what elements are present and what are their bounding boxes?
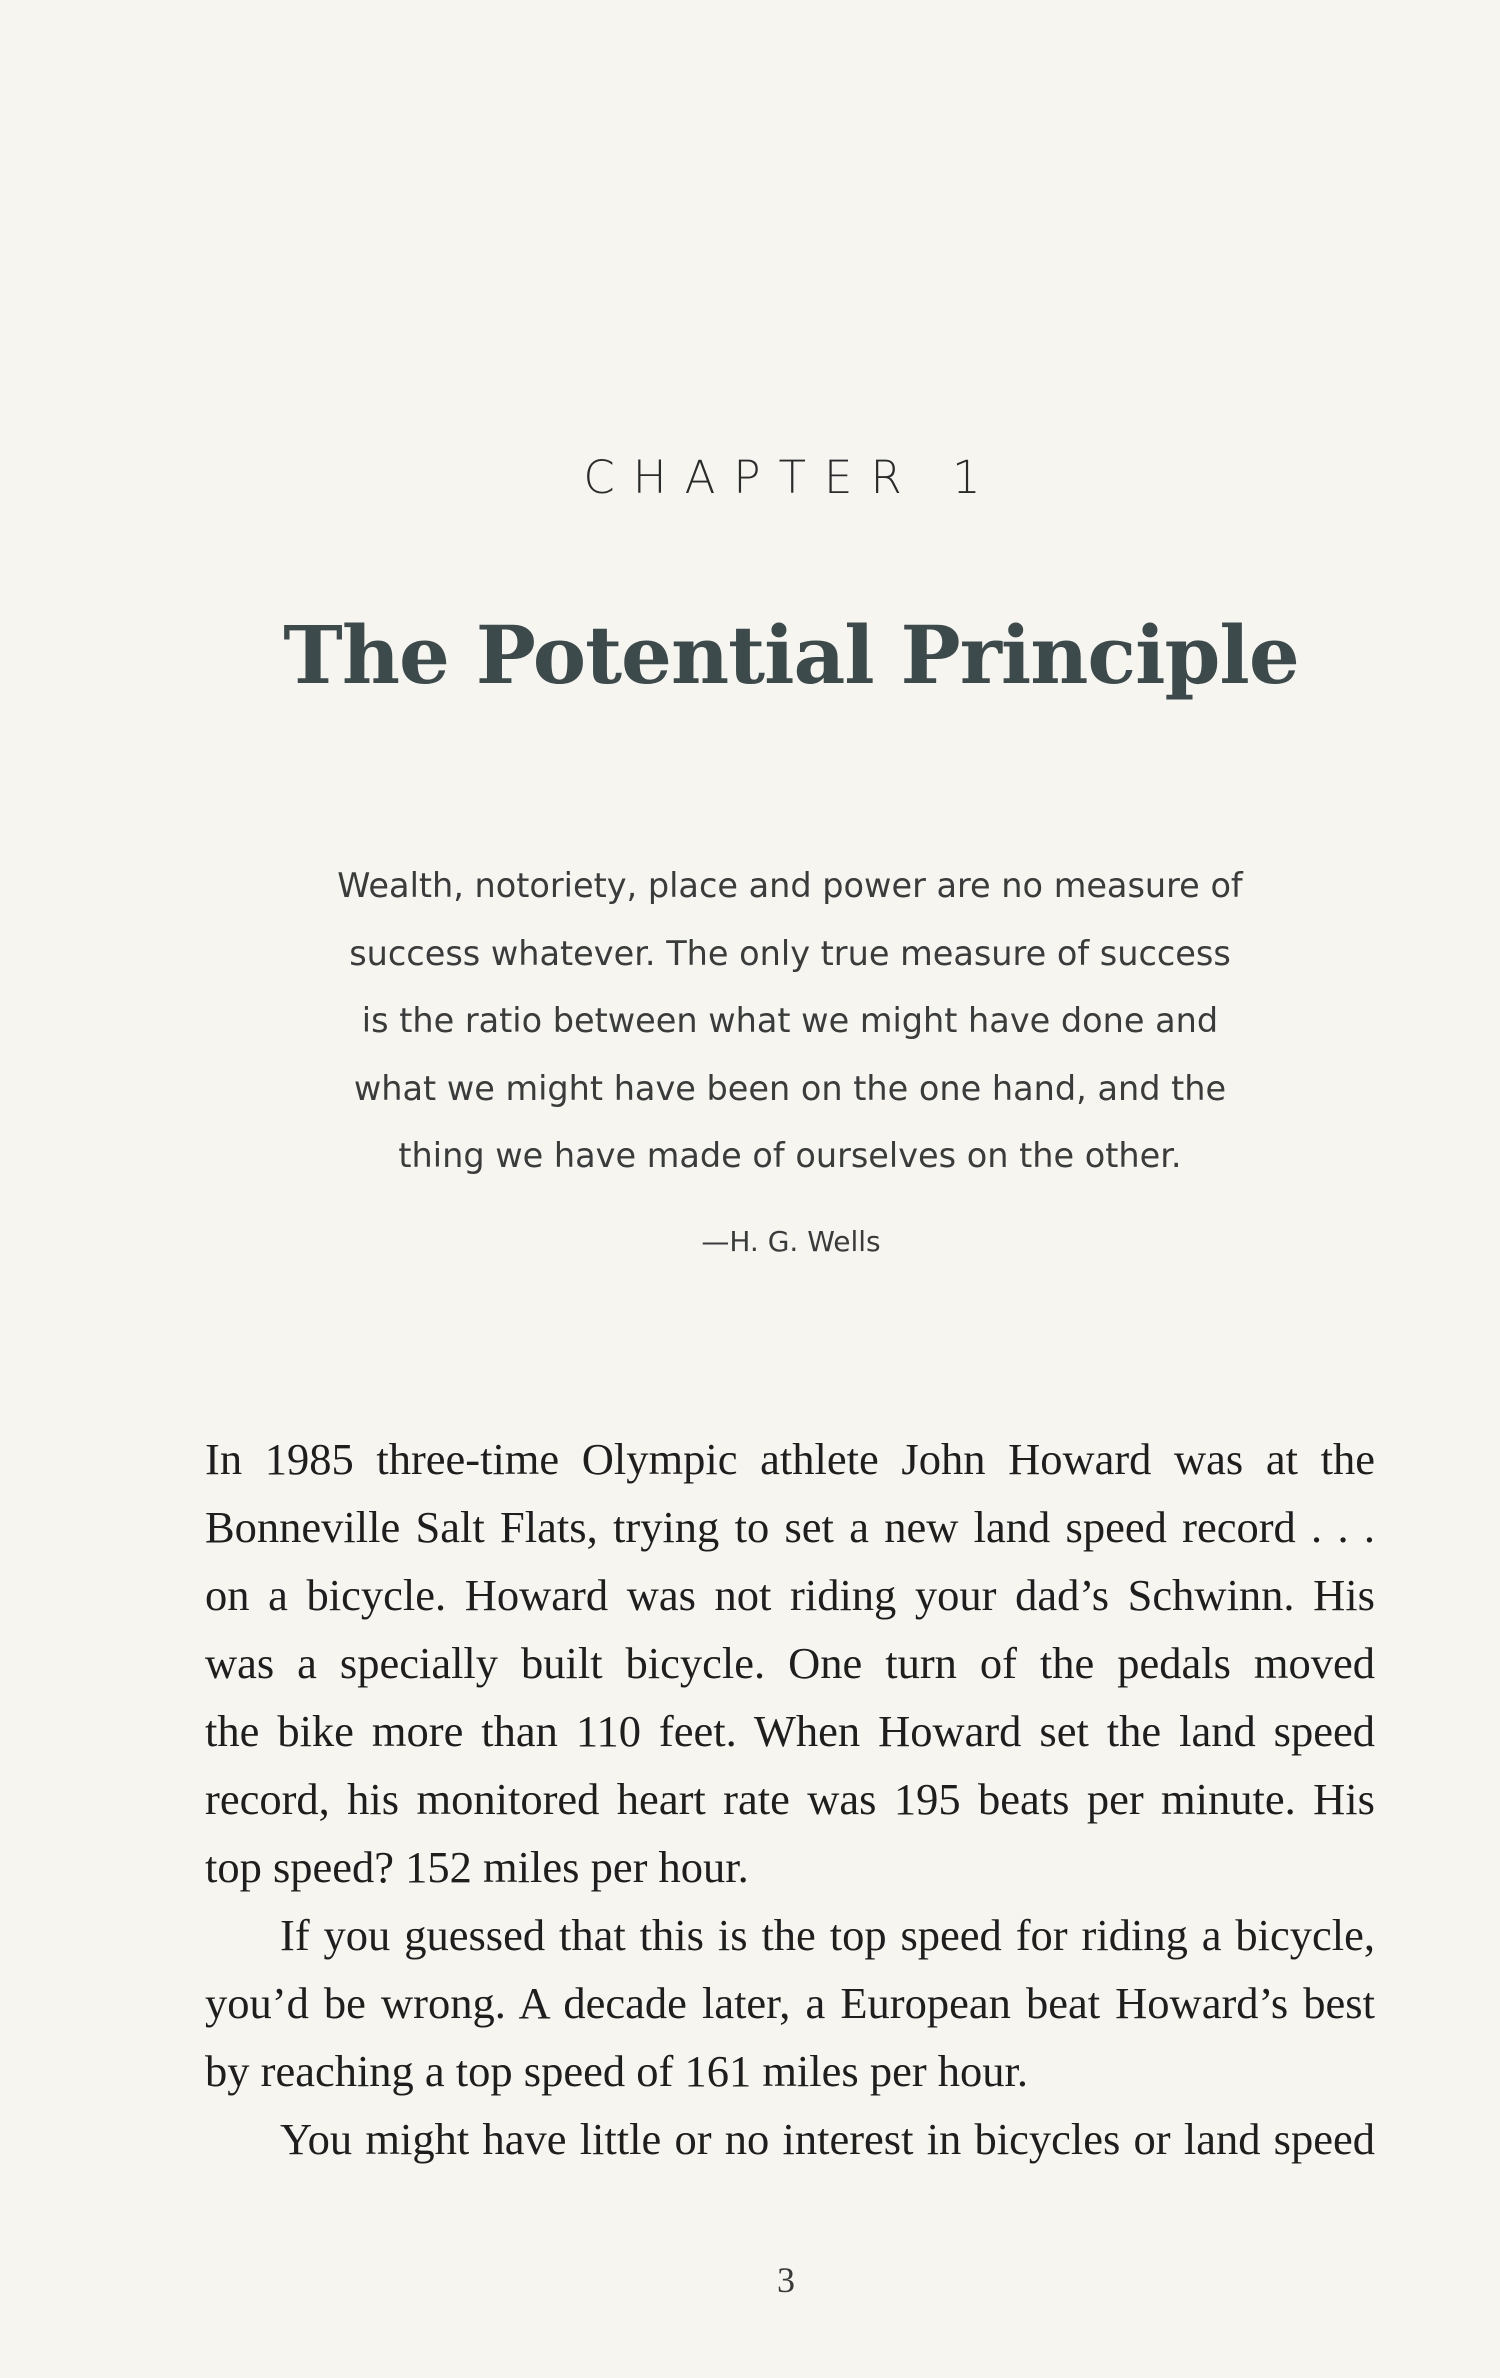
- text-line: In 1985 three-time Olympic athlete John Howard was at the: [205, 1434, 1375, 1484]
- paragraph-3: [205, 2105, 1375, 2173]
- epigraph-line: what we might have been on the one hand, and the: [353, 1068, 1227, 1108]
- text-line: Bonneville Salt Flats, trying to set a new land speed record . . .: [205, 1502, 1375, 1552]
- text-line: by reaching a top speed of 161 miles per hour.: [205, 2046, 1029, 2096]
- text-line: record, his monitored heart rate was 195 beats per minute. His: [205, 1774, 1375, 1824]
- text-line: top speed? 152 miles per hour.: [205, 1842, 749, 1892]
- text-line: You might have little or no interest in bicycles or land speed: [280, 2114, 1375, 2164]
- epigraph-line: success whatever. The only true measure of success: [349, 933, 1231, 973]
- epigraph-quote: [240, 852, 1340, 1190]
- text-line: If you guessed that this is the top speed for riding a bicycle,: [280, 1910, 1375, 1960]
- text-line: on a bicycle. Howard was not riding your dad’s Schwinn. His: [205, 1570, 1375, 1620]
- text-line: the bike more than 110 feet. When Howard set the land speed: [205, 1706, 1375, 1756]
- chapter-label: CHAPTER 1: [583, 451, 999, 504]
- chapter-title: The Potential Principle: [283, 608, 1299, 702]
- epigraph-line: Wealth, notoriety, place and power are no measure of: [337, 866, 1243, 905]
- epigraph-line: is the ratio between what we might have done and: [361, 1001, 1219, 1040]
- body-text: [205, 1425, 1375, 2173]
- epigraph-attribution: —H. G. Wells: [701, 1225, 881, 1258]
- text-line: you’d be wrong. A decade later, a European beat Howard’s best: [205, 1978, 1375, 2028]
- epigraph-line: thing we have made of ourselves on the other.: [398, 1136, 1182, 1175]
- paragraph-2: [205, 1901, 1375, 2105]
- paragraph-1: [205, 1425, 1375, 1901]
- text-line: was a specially built bicycle. One turn of the pedals moved: [205, 1638, 1375, 1688]
- page-number: 3: [777, 2260, 795, 2300]
